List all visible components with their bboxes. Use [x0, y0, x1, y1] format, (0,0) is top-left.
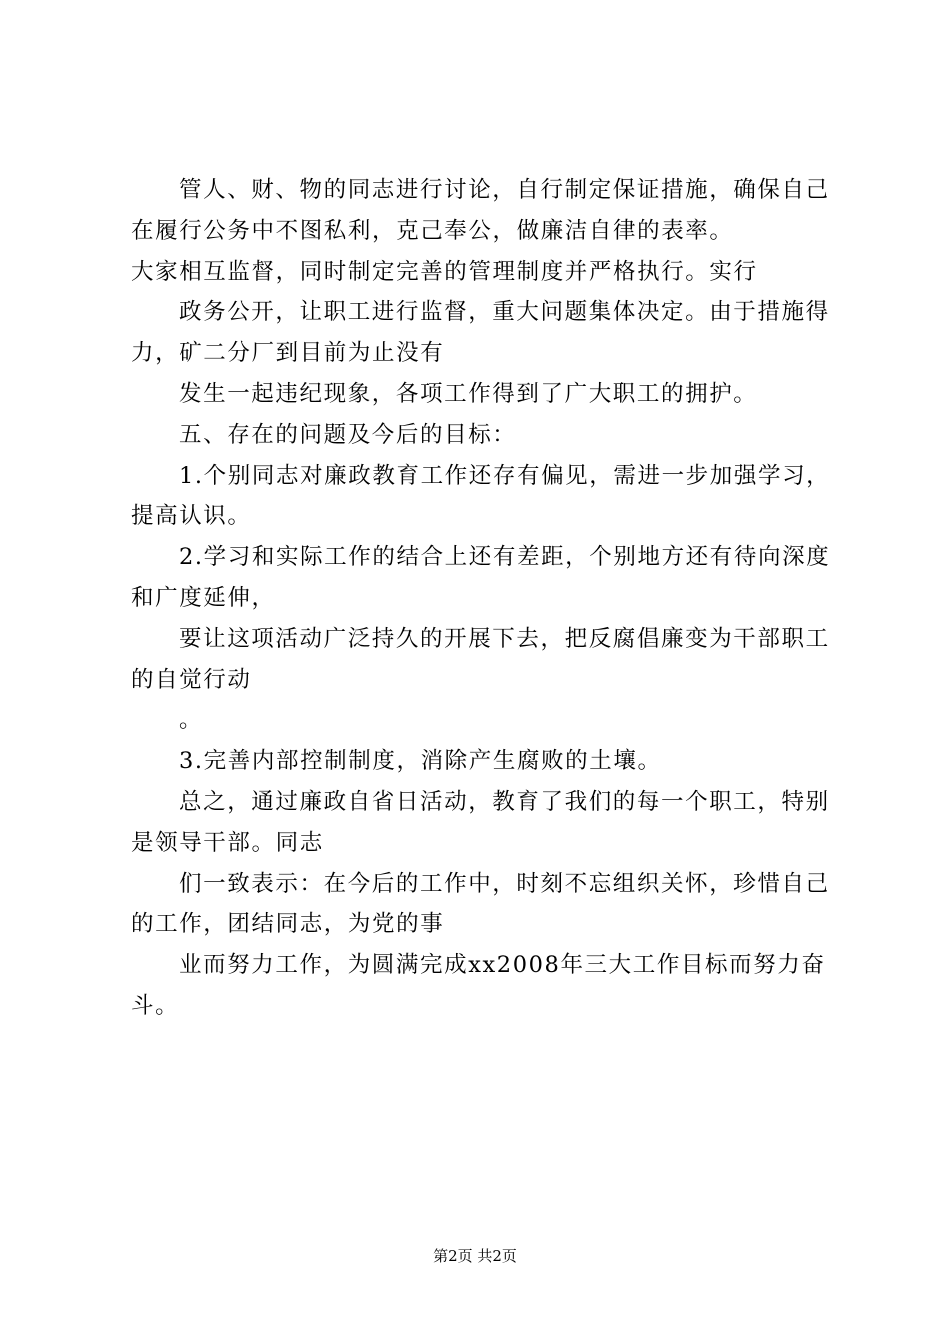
page-footer: 第2页 共2页 [433, 1247, 517, 1265]
paragraph: 。 [179, 707, 204, 734]
paragraph: 管人、财、物的同志进行讨论，自行制定保证措施，确保自己在履行公务中不图私利，克己奉公，做廉洁自律的表率。 [131, 177, 830, 244]
paragraph: 大家相互监督，同时制定完善的管理制度并严格执行。实行 [131, 258, 758, 285]
paragraph: 们一致表示：在今后的工作中，时刻不忘组织关怀，珍惜自己的工作，团结同志，为党的事 [131, 870, 830, 938]
paragraph: 总之，通过廉政自省日活动，教育了我们的每一个职工，特别是领导干部。同志 [131, 788, 830, 856]
paragraph: 发生一起违纪现象，各项工作得到了广大职工的拥护。 [179, 380, 758, 407]
list-item: 1.个别同志对廉政教育工作还存有偏见，需进一步加强学习，提高认识。 [131, 462, 831, 530]
section-heading: 五、存在的问题及今后的目标： [179, 421, 517, 448]
document-body [131, 170, 836, 1027]
list-item: 2.学习和实际工作的结合上还有差距，个别地方还有待向深度和广度延伸， [131, 544, 831, 611]
list-item: 3.完善内部控制制度，消除产生腐败的土壤。 [179, 748, 662, 775]
paragraph: 政务公开，让职工进行监督，重大问题集体决定。由于措施得力，矿二分厂到目前为止没有 [131, 299, 830, 367]
paragraph: 业而努力工作，为圆满完成xx2008年三大工作目标而努力奋斗。 [131, 952, 826, 1019]
paragraph: 要让这项活动广泛持久的开展下去，把反腐倡廉变为干部职工的自觉行动 [131, 625, 830, 693]
